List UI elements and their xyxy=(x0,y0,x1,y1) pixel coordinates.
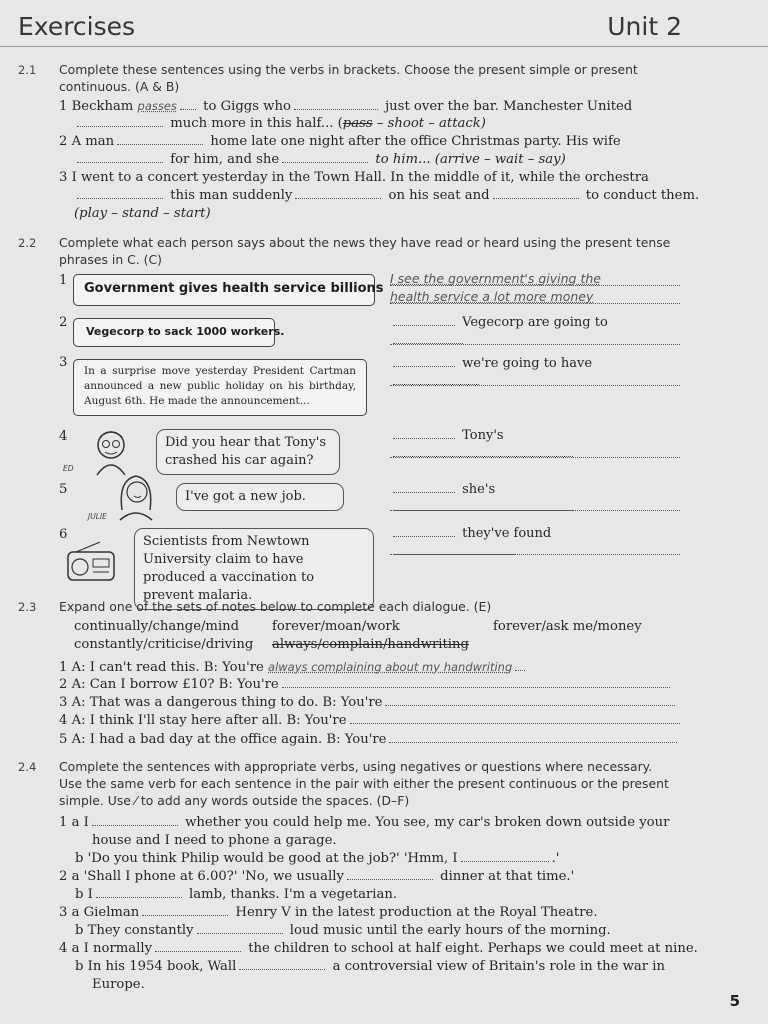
sentence: 2 A man home late one night after the office Christmas party. His wife xyxy=(59,134,621,149)
sentence: for him, and she to him... (arrive – wait – say) xyxy=(74,151,566,169)
answer-row: they've found xyxy=(390,525,680,561)
exercise-number: 2.1 xyxy=(18,63,37,77)
exercise-number: 2.4 xyxy=(18,760,37,774)
answer-blank[interactable] xyxy=(282,676,670,688)
sentence: 1 a I whether you could help me. You see, my car's broken down outside your xyxy=(59,815,670,830)
sentence: 3 I went to a concert yesterday in the Town Hall. In the middle of it, while the orchestra xyxy=(59,170,649,185)
answer-line[interactable] xyxy=(390,554,680,555)
item-number: 5 xyxy=(59,482,68,497)
answer-blank[interactable] xyxy=(77,115,163,127)
answer-blank[interactable] xyxy=(493,187,579,199)
answer-blank[interactable] xyxy=(295,187,381,199)
handwritten-answer: health service a lot more money xyxy=(390,289,594,304)
note-option: continually/change/mind xyxy=(74,619,240,634)
answer-row: she's xyxy=(390,481,680,517)
exercise-number: 2.3 xyxy=(18,600,37,614)
article-text: In a surprise move yesterday President Cartman announced a new public holiday on his birthday, August 6th. He made the announcement... xyxy=(84,365,356,407)
exercise-instruction: Complete these sentences using the verbs in brackets. Choose the present simple or present continuous. (A & B) xyxy=(59,62,638,94)
handwritten-answer: passes xyxy=(137,99,177,113)
answer-line[interactable] xyxy=(390,457,680,458)
unit-label: Unit 2 xyxy=(607,12,682,41)
headline-box xyxy=(73,318,285,347)
sentence: b I lamb, thanks. I'm a vegetarian. xyxy=(75,887,398,902)
item-number: 4 xyxy=(59,429,68,444)
note-option: forever/ask me/money xyxy=(493,619,642,634)
sentence: this man suddenly on his seat and to conduct them. xyxy=(74,187,699,205)
exercise-instruction: Complete the sentences with appropriate verbs, using negatives or questions where necessary. Use the same verb for each sentence in the pair with either the present continuous or the present simple. Use ⁄ to add any words outside the spaces. (D–F) xyxy=(59,759,669,808)
sentence: b 'Do you think Philip would be good at the job?' 'Hmm, I .' xyxy=(75,851,560,866)
speech-bubble: Did you hear that Tony's crashed his car again? xyxy=(156,429,340,475)
page-title: Exercises xyxy=(18,12,136,41)
page-number: 5 xyxy=(729,992,740,1010)
sentence: much more in this half... (pass – shoot – attack) xyxy=(74,115,486,133)
item-number: 6 xyxy=(59,527,68,542)
dialogue-line: 2 A: Can I borrow £10? B: You're xyxy=(59,676,673,694)
dialogue-line: 1 A: I can't read this. B: You're always complaining about my handwriting xyxy=(59,658,528,677)
handwritten-answer: I see the government's giving the xyxy=(390,271,601,286)
item-number: 2 xyxy=(59,315,68,330)
note-option: constantly/criticise/driving xyxy=(74,637,254,652)
dialogue-line: 3 A: That was a dangerous thing to do. B: You're xyxy=(59,694,678,712)
answer-blank[interactable] xyxy=(282,151,368,163)
speech-bubble: Scientists from Newtown University claim to have produced a vaccination to prevent malaria. xyxy=(134,528,374,610)
exercise-instruction: Complete what each person says about the news they have read or heard using the present tense phrases in C. (C) xyxy=(59,235,671,267)
sentence: 1 Beckham passes to Giggs who just over the bar. Manchester United xyxy=(59,99,633,114)
sentence: Europe. xyxy=(92,977,145,992)
woman-icon xyxy=(112,470,160,522)
answer-blank[interactable] xyxy=(77,187,163,199)
answer-row: Vegecorp are going to xyxy=(390,314,680,350)
sentence: b In his 1954 book, Wall a controversial view of Britain's role in the war in xyxy=(75,959,665,974)
item-number: 1 xyxy=(59,273,68,288)
exercise-instruction: Expand one of the sets of notes below to complete each dialogue. (E) xyxy=(59,599,492,614)
headline-text: Vegecorp to sack 1000 workers. xyxy=(86,325,285,338)
answer-line[interactable] xyxy=(390,385,680,386)
speaker-label: JULIE xyxy=(88,512,107,521)
note-option: always/complain/handwriting xyxy=(272,637,469,652)
verb-hint: (play – stand – start) xyxy=(74,206,211,221)
headline-text: Government gives health service billions xyxy=(84,281,384,296)
answer-line[interactable] xyxy=(390,303,680,304)
dialogue-line: 4 A: I think I'll stay here after all. B: You're xyxy=(59,712,683,730)
answer-blank[interactable] xyxy=(77,151,163,163)
note-option: forever/moan/work xyxy=(272,619,400,634)
dialogue-line: 5 A: I had a bad day at the office again. B: You're xyxy=(59,731,680,749)
answer-blank[interactable] xyxy=(117,133,203,145)
header-rule xyxy=(0,46,768,47)
handwritten-answer: always complaining about my handwriting xyxy=(268,660,513,674)
article-box xyxy=(73,359,367,416)
answer-blank[interactable] xyxy=(294,98,378,110)
sentence: b They constantly loud music until the early hours of the morning. xyxy=(75,923,611,938)
exercise-number: 2.2 xyxy=(18,236,37,250)
answer-blank[interactable] xyxy=(385,694,675,706)
answer-line[interactable] xyxy=(390,510,680,511)
item-number: 3 xyxy=(59,355,68,370)
answer-line[interactable] xyxy=(390,344,680,345)
answer-line[interactable] xyxy=(390,285,680,286)
sentence: 3 a Gielman Henry V in the latest production at the Royal Theatre. xyxy=(59,905,598,920)
answer-row: we're going to have xyxy=(390,355,680,391)
sentence: 2 a 'Shall I phone at 6.00?' 'No, we usually dinner at that time.' xyxy=(59,869,575,884)
answer-blank[interactable] xyxy=(389,731,677,743)
speech-bubble: I've got a new job. xyxy=(176,483,344,511)
speaker-label: ED xyxy=(63,464,74,473)
headline-box xyxy=(73,274,384,306)
answer-blank[interactable] xyxy=(350,712,680,724)
radio-icon xyxy=(66,540,118,584)
sentence: house and I need to phone a garage. xyxy=(92,833,337,848)
answer-row: Tony's xyxy=(390,427,680,463)
sentence: 4 a I normally the children to school at half eight. Perhaps we could meet at nine. xyxy=(59,941,698,956)
